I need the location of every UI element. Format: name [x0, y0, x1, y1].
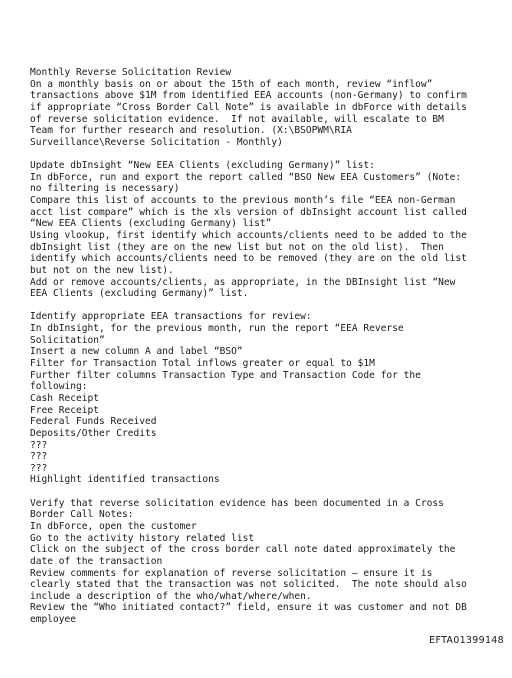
text-line: Filter for Transaction Total inflows greater or equal to $1M: [30, 358, 375, 370]
text-line: In dbInsight, for the previous month, run the report “EEA Reverse: [30, 323, 404, 335]
text-line: In dbForce, run and export the report called “BSO New EEA Customers” (Note:: [30, 171, 462, 183]
text-line: On a monthly basis on or about the 15th of each month, review “inflow”: [30, 78, 433, 90]
text-line: Team for further research and resolution. (X:\BSOPWM\RIA: [30, 125, 352, 137]
text-line: dbInsight list (they are on the new list but not on the old list). Then: [30, 241, 444, 253]
section-update-dbinsight: [30, 160, 500, 300]
text-line: following:: [30, 381, 88, 393]
text-line: no filtering is necessary): [30, 183, 180, 195]
text-line: Insert a new column A and label “BSO”: [30, 346, 243, 358]
text-line: identify which accounts/clients need to be removed (they are on the old list: [30, 253, 467, 265]
text-line: Compare this list of accounts to the previous month’s file “EEA non-German: [30, 195, 456, 207]
text-line: In dbForce, open the customer: [30, 520, 197, 532]
text-line: acct list compare” which is the xls version of dbInsight account list called: [30, 206, 467, 218]
text-line: ???: [30, 462, 48, 474]
text-line: include a description of the who/what/where/when.: [30, 590, 312, 602]
text-line: Review comments for explanation of reverse solicitation – ensure it is: [30, 567, 433, 579]
text-line: Deposits/Other Credits: [30, 427, 157, 439]
text-line: clearly stated that the transaction was not solicited. The note should also: [30, 579, 467, 591]
text-line: Federal Funds Received: [30, 416, 157, 428]
paragraph-gap: [30, 300, 500, 312]
text-line: Add or remove accounts/clients, as appropriate, in the DBInsight list “New: [30, 276, 456, 288]
text-line: Go to the activity history related list: [30, 532, 255, 544]
text-line: Click on the subject of the cross border call note dated approximately the: [30, 544, 456, 556]
text-line: Highlight identified transactions: [30, 474, 220, 486]
text-line: of reverse solicitation evidence. If not available, will escalate to BM: [30, 113, 444, 125]
text-line: ???: [30, 439, 48, 451]
text-line: but not on the new list).: [30, 264, 174, 276]
text-line: Solicitation”: [30, 334, 105, 346]
paragraph-gap: [30, 486, 500, 498]
text-line: Border Call Notes:: [30, 509, 134, 521]
text-line: “New EEA Clients (excluding Germany) list”: [30, 218, 272, 230]
document-title: Monthly Reverse Solicitation Review: [30, 67, 232, 78]
text-line: Free Receipt: [30, 404, 99, 416]
text-line: employee: [30, 614, 76, 626]
document-body: [30, 67, 500, 626]
text-line: Using vlookup, first identify which accounts/clients need to be added to the: [30, 229, 467, 241]
document-id-footer: EFTA01399148: [429, 635, 504, 646]
text-line: Review the “Who initiated contact?” field, ensure it was customer and not DB: [30, 602, 467, 614]
section-verify-evidence: [30, 498, 500, 626]
text-line: ???: [30, 451, 48, 463]
text-line: if appropriate “Cross Border Call Note” is available in dbForce with details: [30, 101, 467, 113]
paragraph-gap: [30, 148, 500, 160]
intro-paragraph: [30, 79, 500, 149]
text-line: Cash Receipt: [30, 392, 99, 404]
text-line: Surveillance\Reverse Solicitation - Monthly): [30, 136, 283, 148]
text-line: Identify appropriate EEA transactions for review:: [30, 311, 312, 323]
text-line: transactions above $1M from identified EEA accounts (non-Germany) to confirm: [30, 90, 467, 102]
text-line: EEA Clients (excluding Germany)” list.: [30, 288, 249, 300]
text-line: Verify that reverse solicitation evidence has been documented in a Cross: [30, 497, 444, 509]
section-identify-transactions: [30, 311, 500, 486]
text-line: Update dbInsight “New EEA Clients (excluding Germany)” list:: [30, 160, 375, 172]
text-line: date of the transaction: [30, 555, 163, 567]
text-line: Further filter columns Transaction Type and Transaction Code for the: [30, 369, 421, 381]
